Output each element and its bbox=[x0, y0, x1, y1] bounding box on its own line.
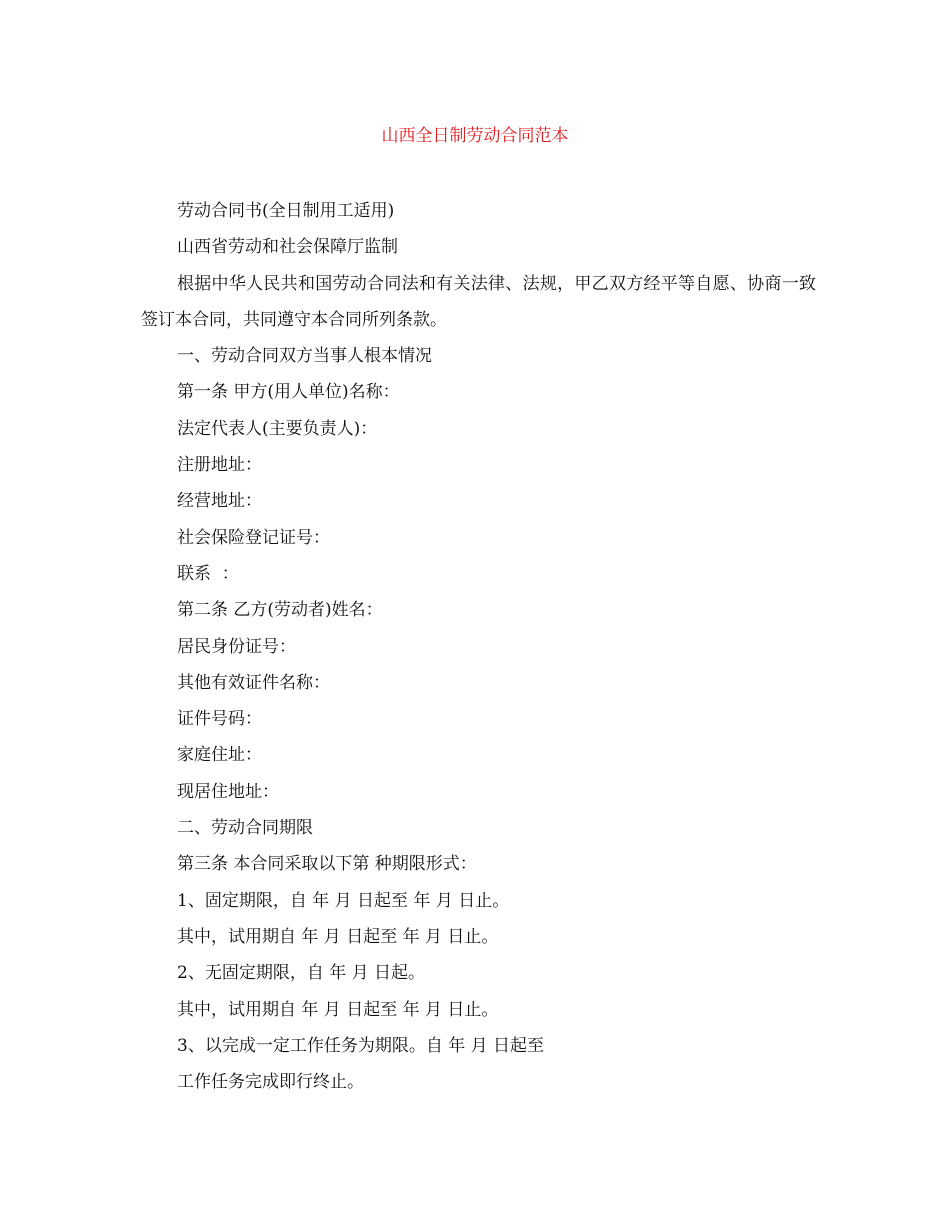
clause-3-term-form: 第三条 本合同采取以下第 种期限形式： bbox=[177, 854, 477, 875]
term-option-open-ended: 2、无固定期限，自 年 月 日起。 bbox=[177, 963, 426, 984]
term-option-fixed: 1、固定期限，自 年 月 日起至 年 月 日止。 bbox=[177, 890, 510, 911]
field-current-address: 现居住地址： bbox=[177, 781, 279, 802]
field-business-address: 经营地址： bbox=[177, 491, 262, 512]
field-other-certificate-name: 其他有效证件名称： bbox=[177, 672, 330, 693]
section-heading-term: 二、劳动合同期限 bbox=[177, 818, 313, 839]
field-contact: 联系 ： bbox=[177, 563, 239, 584]
field-certificate-number: 证件号码： bbox=[177, 709, 262, 730]
paragraph-contract-heading: 劳动合同书(全日制用工适用) bbox=[177, 201, 395, 221]
field-id-number: 居民身份证号： bbox=[177, 636, 296, 657]
field-registered-address: 注册地址： bbox=[177, 455, 262, 476]
term-probation-fixed: 其中，试用期自 年 月 日起至 年 月 日止。 bbox=[177, 926, 499, 947]
field-legal-representative: 法定代表人(主要负责人)： bbox=[177, 418, 378, 439]
clause-1-employer-name: 第一条 甲方(用人单位)名称： bbox=[177, 382, 400, 403]
term-probation-open-ended: 其中，试用期自 年 月 日起至 年 月 日止。 bbox=[177, 999, 499, 1020]
paragraph-preamble: 根据中华人民共和国劳动合同法和有关法律、法规，甲乙双方经平等自愿、协商一致签订本合同，共同遵守本合同所列条款。 bbox=[141, 273, 816, 330]
term-task-completion: 工作任务完成即行终止。 bbox=[177, 1072, 364, 1093]
document-body bbox=[141, 193, 816, 1100]
clause-2-employee-name: 第二条 乙方(劳动者)姓名： bbox=[177, 600, 383, 621]
term-option-task-based: 3、以完成一定工作任务为期限。自 年 月 日起至 bbox=[177, 1035, 545, 1056]
document-title: 山西全日制劳动合同范本 bbox=[381, 126, 569, 146]
field-social-insurance-number: 社会保险登记证号： bbox=[177, 527, 330, 548]
paragraph-supervisor: 山西省劳动和社会保障厅监制 bbox=[177, 237, 398, 258]
section-heading-parties: 一、劳动合同双方当事人根本情况 bbox=[177, 346, 432, 367]
field-home-address: 家庭住址： bbox=[177, 745, 262, 766]
